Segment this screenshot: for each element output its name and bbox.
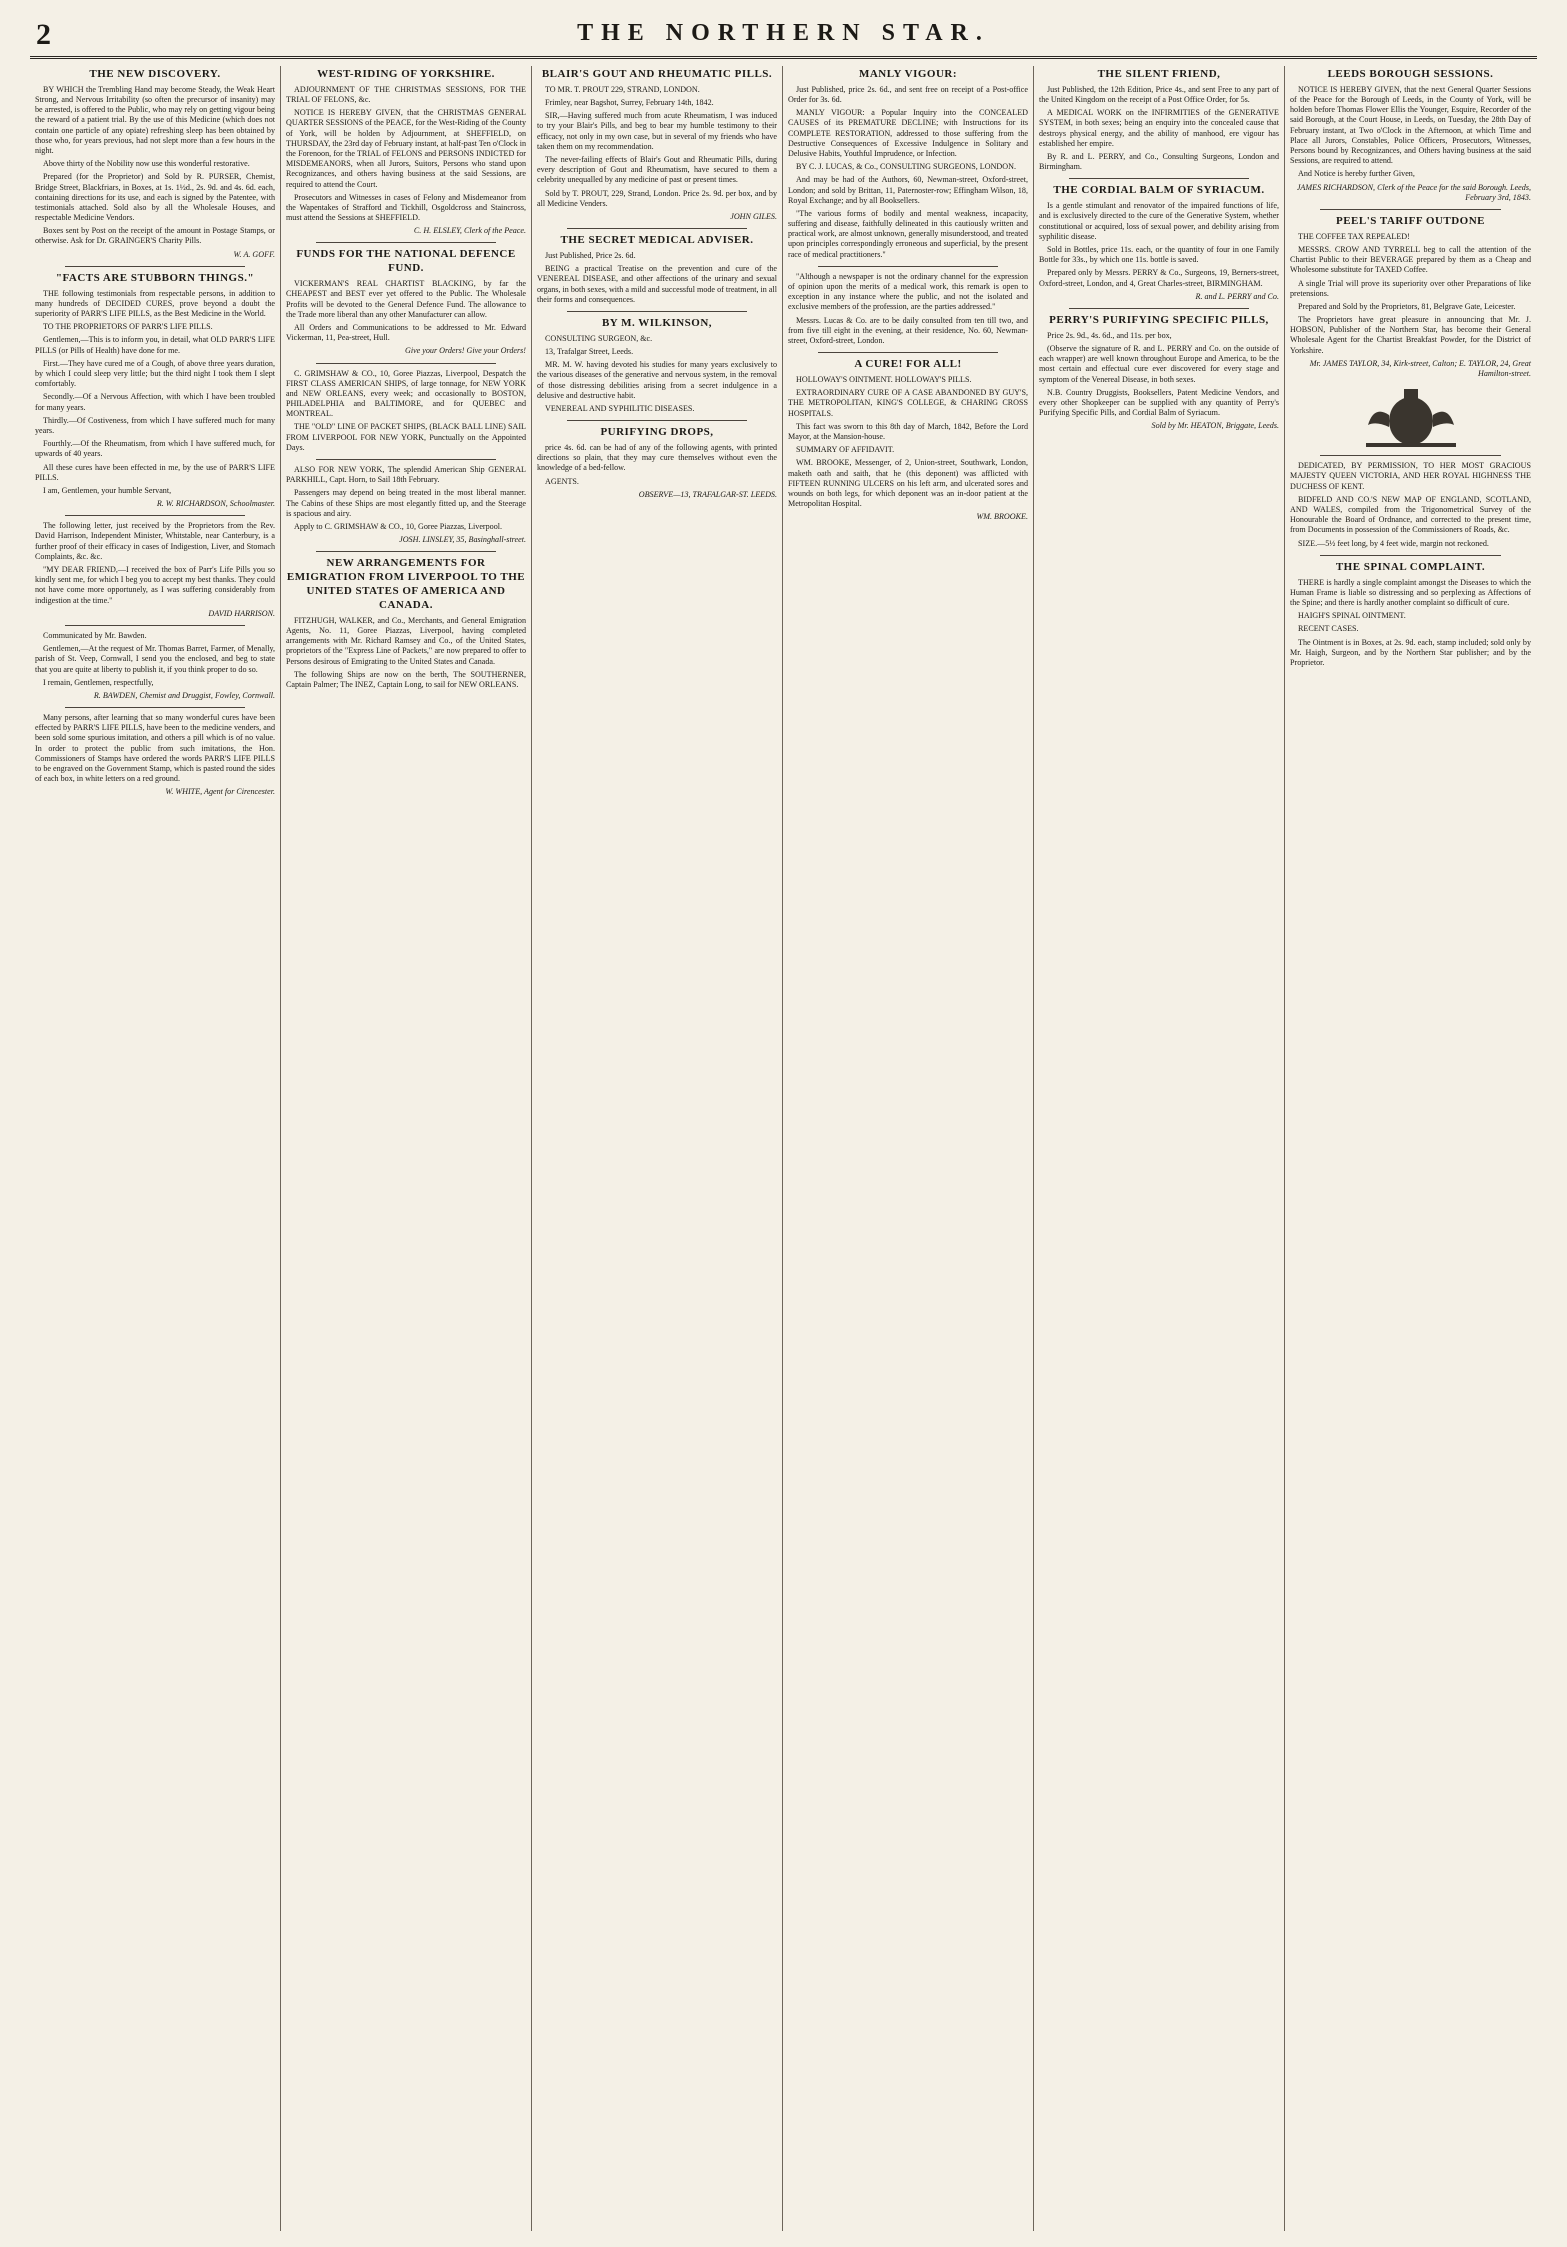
article-paragraph: MR. M. W. having devoted his studies for many years exclusively to the various diseases of the generative and nervous system, in the removal of those distressing debilities arising from a secret indulgence in a delusive and destructive habit. (537, 360, 777, 400)
article-paragraph: SIR,—Having suffered much from acute Rheumatism, I was induced to try your Blair's Pills, and beg to bear my humble testimony to their efficacy, not only in my own case, but in several of my friends who have taken them on my recommendation. (537, 111, 777, 151)
article-paragraph: Secondly.—Of a Nervous Affection, with which I have been troubled for many years. (35, 392, 275, 412)
article-paragraph: MANLY VIGOUR: a Popular Inquiry into the CONCEALED CAUSES of its PREMATURE DECLINE; with Instructions for its COMPLETE RESTORATION, addressed to those suffering from the Destructive Consequences of Excessive Indulgence in Solitary and Delusive Habits, Youthful Imprudence, or Infection. (788, 108, 1028, 158)
article-signature: W. A. GOFF. (233, 249, 275, 259)
article-paragraph: Sold by T. PROUT, 229, Strand, London. Price 2s. 9d. per box, and by all Medicine Venders. (537, 188, 777, 208)
article (537, 234, 777, 305)
article-paragraph: BY WHICH the Trembling Hand may become Steady, the Weak Heart Strong, and Nervous Irritability (so often the precursor of insanity) may be arrested, is offered to the Public, who may rely on getting vigour being the reward of a patient trial. By the use of this Medicine (which does not contain one particle of any opiate) refreshing sleep has been obtained by those who, for years previous, had not slept more than a few hours in the night. (35, 84, 275, 155)
article-divider (1320, 209, 1501, 210)
article-paragraph: HAIGH'S SPINAL OINTMENT. (1298, 611, 1406, 621)
column-2 (281, 66, 532, 2231)
article-paragraph: The following letter, just received by the Proprietors from the Rev. David Harrison, Independent Minister, Whitstable, near Canterbury, is a further proof of their efficacy in cases of Indigestion, Liver, and Stomach Complaints, &c. &c. (35, 521, 275, 561)
article-paragraph: Messrs. Lucas & Co. are to be daily consulted from ten till two, and from five till eight in the evening, at their residence, No. 60, Newman-street, Oxford-street, London. (788, 315, 1028, 345)
article-divider (1320, 555, 1501, 556)
article-title: "FACTS ARE STUBBORN THINGS." (55, 271, 255, 284)
article-title: BY M. WILKINSON, (601, 316, 713, 329)
article-paragraph: Prepared only by Messrs. PERRY & Co., Surgeons, 19, Berners-street, Oxford-street, London, and 4, Great Charles-street, BIRMINGHAM. (1039, 268, 1279, 288)
article-signature: JOSH. LINSLEY, 35, Basinghall-street. (399, 535, 526, 545)
article-paragraph: And may be had of the Authors, 60, Newman-street, Oxford-street, London; and sold by Brittan, 11, Paternoster-row; Effingham Wilson, 18, Royal Exchange; and by all Booksellers. (788, 175, 1028, 205)
article (35, 631, 275, 701)
article-paragraph: Gentlemen,—This is to inform you, in detail, what OLD PARR'S LIFE PILLS (or Pills of Health) have done for me. (35, 335, 275, 355)
article-paragraph: MESSRS. CROW AND TYRRELL beg to call the attention of the Chartist Public to their BEVERAGE prepared by them as a Cheap and Wholesome substitute for TAXED Coffee. (1290, 244, 1531, 275)
page-number: 2 (36, 18, 51, 51)
article-paragraph: "The various forms of bodily and mental weakness, incapacity, suffering and disease, faithfully delineated in this cautiously written and practical work, are almost unknown, generally misunderstood, and treated upon principles correspondingly erroneous and superficial, by the present race of medical practitioners." (788, 208, 1028, 259)
article-title: THE CORDIAL BALM OF SYRIACUM. (1053, 184, 1265, 197)
article-paragraph: THE COFFEE TAX REPEALED! (1298, 231, 1410, 241)
article-title: PURIFYING DROPS, (600, 426, 714, 439)
article-title: NEW ARRANGEMENTS FOR EMIGRATION FROM LIVERPOOL TO THE UNITED STATES OF AMERICA AND CANADA. (286, 557, 526, 611)
article-paragraph: Just Published, Price 2s. 6d. (545, 250, 636, 260)
article-signature: JOHN GILES. (730, 211, 777, 221)
column-1 (30, 66, 281, 2231)
article-paragraph: All these cures have been effected in me, by the use of PARR'S LIFE PILLS. (35, 462, 275, 482)
article-paragraph: "Although a newspaper is not the ordinary channel for the expression of opinion upon the merits of a medical work, this remark is open to exception in any instance where the public, and not the isolated and exclusive members of the profession, are the parties addressed." (788, 271, 1028, 312)
article (286, 369, 526, 454)
article-paragraph: Gentlemen,—At the request of Mr. Thomas Barret, Farmer, of Menally, parish of St. Veep, Cornwall, I send you the enclosed, and beg to state that you are quite at liberty to publish it, if you think proper to do so. (35, 644, 275, 674)
article-paragraph: DEDICATED, BY PERMISSION, TO HER MOST GRACIOUS MAJESTY QUEEN VICTORIA, AND HER ROYAL HIGHNESS THE DUCHESS OF KENT. (1290, 461, 1531, 491)
article-paragraph: TO MR. T. PROUT 229, STRAND, LONDON. (545, 84, 700, 94)
article-paragraph: Prepared and Sold by the Proprietors, 81, Belgrave Gate, Leicester. (1298, 301, 1516, 311)
article (35, 713, 275, 798)
article-signature: DAVID HARRISON. (208, 608, 275, 618)
article-paragraph: Sold in Bottles, price 11s. each, or the quantity of four in one Family Bottle for 33s., by which one 11s. bottle is saved. (1039, 244, 1279, 265)
article (788, 272, 1028, 346)
article-paragraph: BEING a practical Treatise on the prevention and cure of the VENEREAL DISEASE, and other affections of the urinary and sexual organs, in both sexes, with a mild and successful mode of treatment, in all their forms and consequences. (537, 264, 777, 304)
article-divider (818, 266, 998, 267)
article (537, 426, 777, 500)
article-paragraph: ALSO FOR NEW YORK, The splendid American Ship GENERAL PARKHILL, Capt. Horn, to Sail 18th February. (286, 465, 526, 485)
page-header (30, 14, 1537, 59)
column-5 (1034, 66, 1285, 2231)
article-title: PERRY'S PURIFYING SPECIFIC PILLS, (1049, 313, 1269, 326)
article-signature: R. W. RICHARDSON, Schoolmaster. (156, 499, 275, 509)
article-paragraph: "MY DEAR FRIEND,—I received the box of Parr's Life Pills you so kindly sent me, for which I beg you to accept my best thanks. They could not have come more opportunely, as I was suffering considerably from indigestion at the time." (35, 565, 275, 605)
article-paragraph: Many persons, after learning that so many wonderful cures have been effected by PARR'S LIFE PILLS, have been to the medicine venders, and been sold some spurious imitation, and others a pill which is of no value. In order to protect the public from such imitations, the Hon. Commissioners of Stamps have ordered the words PARR'S LIFE PILLS to be engraved on the Government Stamp, which is pasted round the sides of each box, in white letters on a red ground. (35, 713, 275, 784)
article-paragraph: WM. BROOKE, Messenger, of 2, Union-street, Southwark, London, maketh oath and saith, that he (this deponent) was afflicted with FIFTEEN RUNNING ULCERS on his left arm, and ulcerated sores and wounds on both legs, for which deponent was an in-door patient at the Metropolitan Hospital. (788, 458, 1028, 509)
article-paragraph: BY C. J. LUCAS, & Co., CONSULTING SURGEONS, LONDON. (796, 162, 1016, 172)
article-paragraph: C. GRIMSHAW & CO., 10, Goree Piazzas, Liverpool, Despatch the FIRST CLASS AMERICAN SHIPS, of large tonnage, for NEW YORK and NEW ORLEANS, every week; and occasionally to BOSTON, PHILADELPHIA and BALTIMORE, and for QUEBEC and MONTREAL. (286, 368, 526, 419)
article (1290, 215, 1531, 379)
article-paragraph: Prosecutors and Witnesses in cases of Felony and Misdemeanor from the Wapentakes of Strafford and Tickhill, Osgoldcross and Staincross, must attend the Sessions at SHEFFIELD. (286, 192, 526, 223)
article-paragraph: This fact was sworn to this 8th day of March, 1842, Before the Lord Mayor, at the Mansion-house. (788, 421, 1028, 441)
article-title: THE SECRET MEDICAL ADVISER. (560, 234, 754, 247)
article-paragraph: VICKERMAN'S REAL CHARTIST BLACKING, by far the CHEAPEST and BEST ever yet offered to the Public. The Wholesale Profits will be devoted to the General Defence Fund. The allowance to the Trade more liberal than any other Manufacturer can allow. (286, 279, 526, 319)
article-paragraph: ADJOURNMENT OF THE CHRISTMAS SESSIONS, FOR THE TRIAL OF FELONS, &c. (286, 84, 526, 105)
article (286, 557, 526, 690)
article-paragraph: AGENTS. (545, 476, 579, 486)
article (1290, 461, 1531, 549)
article-paragraph: THE following testimonials from respectable persons, in addition to many hundreds of DECIDED CURES, prove beyond a doubt the superiority of PARR'S LIFE PILLS, as the Best Medicine in the World. (35, 288, 275, 319)
article-paragraph: NOTICE IS HEREBY GIVEN, that the next General Quarter Sessions of the Peace for the Borough of Leeds, in the County of York, will be holden before Thomas Flower Ellis the Younger, Esquire, Recorder of the said Borough, at the Court House, in Leeds, on Tuesday, the 28th Day of February instant, at Two o'Clock in the Afternoon, at which Time and Place all Jurors, Constables, Police Officers, Prosecutors, Witnesses, Persons bound by Recognizances, and Others having business at the said Sessions, are required to attend. (1290, 84, 1531, 166)
article (788, 358, 1028, 522)
article-divider (1069, 308, 1249, 309)
article (1039, 184, 1279, 302)
article-paragraph: The following Ships are now on the berth, The SOUTHERNER, Captain Palmer; The INEZ, Captain Long, to sail for NEW ORLEANS. (286, 669, 526, 689)
newspaper-columns (30, 66, 1537, 2231)
article-title: THE NEW DISCOVERY. (89, 68, 221, 80)
masthead: THE NORTHERN STAR. (577, 20, 990, 46)
article-paragraph: First.—They have cured me of a Cough, of above three years duration, by which I could sleep very little; but the third night I took them I slept comfortably. (35, 358, 275, 389)
article-paragraph: Just Published, price 2s. 6d., and sent free on receipt of a Post-office Order for 3s. 6d. (788, 84, 1028, 105)
article-divider (65, 266, 245, 267)
article-paragraph: THERE is hardly a single complaint amongst the Diseases to which the Human Frame is liable so distressing and so perplexing as Affections of the Spine; and there is hardly another complaint so difficult of cure. (1290, 577, 1531, 607)
article (1039, 68, 1279, 172)
article-signature: OBSERVE—13, TRAFALGAR-ST. LEEDS. (638, 489, 777, 499)
article-paragraph: N.B. Country Druggists, Booksellers, Patent Medicine Vendors, and every other Shopkeeper can be supplied with any quantity of Perry's Purifying Specific Pills, and Cordial Balm of Syriacum. (1039, 387, 1279, 418)
article-signature: Give your Orders! Give your Orders! (404, 346, 526, 356)
article-paragraph: HOLLOWAY'S OINTMENT. HOLLOWAY'S PILLS. (796, 375, 972, 385)
article-paragraph: Frimley, near Bagshot, Surrey, February 14th, 1842. (545, 98, 714, 108)
article-paragraph: Thirdly.—Of Costiveness, from which I have suffered much for many years. (35, 415, 275, 435)
article-divider (567, 311, 747, 312)
article-paragraph: Above thirty of the Nobility now use this wonderful restorative. (43, 159, 250, 169)
article-signature: C. H. ELSLEY, Clerk of the Peace. (413, 226, 526, 236)
article-paragraph: Prepared (for the Proprietor) and Sold by R. PURSER, Chemist, Bridge Street, Blackfriars, in Boxes, at 1s. 1½d., 2s. 9d. and 4s. 6d. each, containing directions for its use, and each is signed by the Patentee, with testimonials attached. Sold also by all the Wholesale Houses, and respectable Medicine Vendors. (35, 172, 275, 223)
article-signature: R. and L. PERRY and Co. (1195, 291, 1279, 301)
article-paragraph: And Notice is hereby further Given, (1298, 169, 1415, 179)
article (35, 521, 275, 619)
article-divider (316, 551, 496, 552)
article-paragraph: FITZHUGH, WALKER, and Co., Merchants, and General Emigration Agents, No. 11, Goree Piazzas, Liverpool, having completed arrangements with Mr. Richard Ramsey and Co., of the United States, proprietors of the "Express Line of Packets," are now prepared to offer to Persons desirous of Emigrating to the United States and Canada. (286, 615, 526, 666)
article-paragraph: BIDFELD AND CO.'S NEW MAP OF ENGLAND, SCOTLAND, AND WALES, compiled from the Trigonometrical Survey of the Honourable the Board of Ordnance, and corrected to the present time, from Documents in possession of the Commissioners of Roads, &c. (1290, 494, 1531, 535)
article-divider (316, 459, 496, 460)
column-4 (783, 66, 1034, 2231)
article-divider (818, 352, 998, 353)
article-paragraph: A single Trial will prove its superiority over other Preparations of like pretensions. (1290, 278, 1531, 298)
article-paragraph: THE "OLD" LINE OF PACKET SHIPS, (BLACK BALL LINE) SAIL FROM LIVERPOOL FOR NEW YORK, Punctually on the Appointed Days. (286, 422, 526, 452)
article-paragraph: Passengers may depend on being treated in the most liberal manner. The Cabins of these Ships are most elegantly fitted up, and the Steerage is spacious and airy. (286, 488, 526, 518)
article (1039, 314, 1279, 432)
article-divider (1069, 178, 1249, 179)
column-6 (1285, 66, 1536, 2231)
article-title: LEEDS BOROUGH SESSIONS. (1327, 68, 1494, 80)
article-paragraph: EXTRAORDINARY CURE OF A CASE ABANDONED BY GUY'S, THE METROPOLITAN, KING'S COLLEGE, & CHARING CROSS HOSPITALS. (788, 388, 1028, 418)
article (35, 272, 275, 509)
article-paragraph: Price 2s. 9d., 4s. 6d., and 11s. per box, (1047, 330, 1172, 340)
article-paragraph: The never-failing effects of Blair's Gout and Rheumatic Pills, during every description of Gout and Rheumatism, have secured to them a celebrity unequalled by any medicine of past or present times. (537, 154, 777, 185)
article-divider (316, 242, 496, 243)
article-divider (65, 707, 245, 708)
article (286, 248, 526, 356)
article-title: A CURE! FOR ALL! (854, 358, 962, 371)
article-paragraph: TO THE PROPRIETORS OF PARR'S LIFE PILLS. (43, 322, 213, 332)
article-paragraph: All Orders and Communications to be addressed to Mr. Edward Vickerman, 11, Pea-street, Hull. (286, 322, 526, 343)
article-signature: Mr. JAMES TAYLOR, 34, Kirk-street, Calton; E. TAYLOR, 24, Great Hamilton-street. (1309, 358, 1531, 379)
article-title: THE SILENT FRIEND, (1097, 68, 1221, 80)
article-paragraph: Fourthly.—Of the Rheumatism, from which I have suffered much, for upwards of 40 years. (35, 439, 275, 459)
article-paragraph: Just Published, the 12th Edition, Price 4s., and sent Free to any part of the United Kingdom on the receipt of a Post Office Order, for 5s. (1039, 84, 1279, 105)
article-divider (1320, 455, 1501, 456)
article-title: WEST-RIDING OF YORKSHIRE. (317, 68, 495, 80)
article-signature: JAMES RICHARDSON, Clerk of the Peace for the said Borough. Leeds, February 3rd, 1843. (1296, 182, 1531, 202)
article-title: THE SPINAL COMPLAINT. (1335, 560, 1486, 573)
article-paragraph: (Observe the signature of R. and L. PERRY and Co. on the outside of each wrapper) are well known throughout Europe and America, to be the most certain and effectual cure ever discovered for every stage and symptom of the Venereal Disease, in both sexes. (1039, 343, 1279, 384)
article-paragraph: RECENT CASES. (1298, 624, 1359, 634)
article (1290, 68, 1531, 203)
article (537, 317, 777, 414)
article-paragraph: 13, Trafalgar Street, Leeds. (545, 346, 634, 356)
article-divider (567, 420, 747, 421)
column-3 (532, 66, 783, 2231)
article-paragraph: Communicated by Mr. Bawden. (43, 630, 147, 640)
article-divider (65, 515, 245, 516)
article (35, 68, 275, 260)
article (286, 465, 526, 545)
article-title: PEEL'S TARIFF OUTDONE (1335, 214, 1486, 227)
article-signature: W. WHITE, Agent for Cirencester. (165, 787, 275, 797)
article-paragraph: The Proprietors have great pleasure in announcing that Mr. J. HOBSON, Publisher of the Northern Star, has become their General Wholesale Agent for the Chartist Breakfast Powder, for the District of Yorkshire. (1290, 315, 1531, 355)
article-divider (65, 625, 245, 626)
article (537, 68, 777, 222)
article-paragraph: By R. and L. PERRY, and Co., Consulting Surgeons, London and Birmingham. (1039, 151, 1279, 172)
article (286, 68, 526, 236)
article-paragraph: I remain, Gentlemen, respectfully, (43, 677, 154, 687)
article (1290, 561, 1531, 668)
article-paragraph: NOTICE IS HEREBY GIVEN, that the CHRISTMAS GENERAL QUARTER SESSIONS of the PEACE, for the West-Riding of the County of York, will be holden by Adjournment, at SHEFFIELD, on THURSDAY, the 23rd day of February instant, at half-past Ten o'Clock in the Forenoon, for the TRIAL of FELONS and PERSONS INDICTED for MISDEMEANORS, when all Jurors, Suitors, Persons who stand upon Recognizances, and others having business at the said Sessions, are required to attend the Court. (286, 108, 526, 189)
royal-arms-icon (1356, 385, 1466, 451)
article-paragraph: CONSULTING SURGEON, &c. (545, 333, 653, 343)
article-paragraph: SUMMARY OF AFFIDAVIT. (796, 445, 895, 455)
article-paragraph: Apply to C. GRIMSHAW & CO., 10, Goree Piazzas, Liverpool. (294, 521, 503, 531)
article-paragraph: SIZE.—5½ feet long, by 4 feet wide, margin not reckoned. (1298, 538, 1489, 548)
article-paragraph: VENEREAL AND SYPHILITIC DISEASES. (545, 403, 695, 413)
article-divider (316, 363, 496, 364)
article-signature: WM. BROOKE. (976, 512, 1028, 522)
article-paragraph: A MEDICAL WORK on the INFIRMITIES of the GENERATIVE SYSTEM, in both sexes; being an enquiry into the concealed cause that destroys physical energy, and the ability of manhood, ere vigour has established her empire. (1039, 108, 1279, 148)
article-title: MANLY VIGOUR: (858, 68, 958, 80)
article-paragraph: The Ointment is in Boxes, at 2s. 9d. each, stamp included; sold only by Mr. Haigh, Surgeon, and by the Northern Star publisher; and by the Proprietor. (1290, 637, 1531, 667)
article-divider (567, 228, 747, 229)
article (788, 68, 1028, 260)
article-signature: Sold by Mr. HEATON, Briggate, Leeds. (1151, 421, 1279, 431)
article-paragraph: Boxes sent by Post on the receipt of the amount in Postage Stamps, or otherwise. Ask for Dr. GRAINGER'S Charity Pills. (35, 226, 275, 246)
article-paragraph: I am, Gentlemen, your humble Servant, (43, 485, 172, 495)
article-paragraph: price 4s. 6d. can be had of any of the following agents, with printed directions so plain, that they may cure themselves without even the knowledge of a bed-fellow. (537, 442, 777, 473)
article-title: FUNDS FOR THE NATIONAL DEFENCE FUND. (296, 248, 516, 275)
article-title: BLAIR'S GOUT AND RHEUMATIC PILLS. (541, 68, 773, 80)
article-signature: R. BAWDEN, Chemist and Druggist, Fowley, Cornwall. (93, 690, 275, 700)
article-paragraph: Is a gentle stimulant and renovator of the impaired functions of life, and is exclusively directed to the cure of the Generative System, whether constitutional or acquired, loss of sexual power, and debility arising from syphilitic disease. (1039, 201, 1279, 241)
